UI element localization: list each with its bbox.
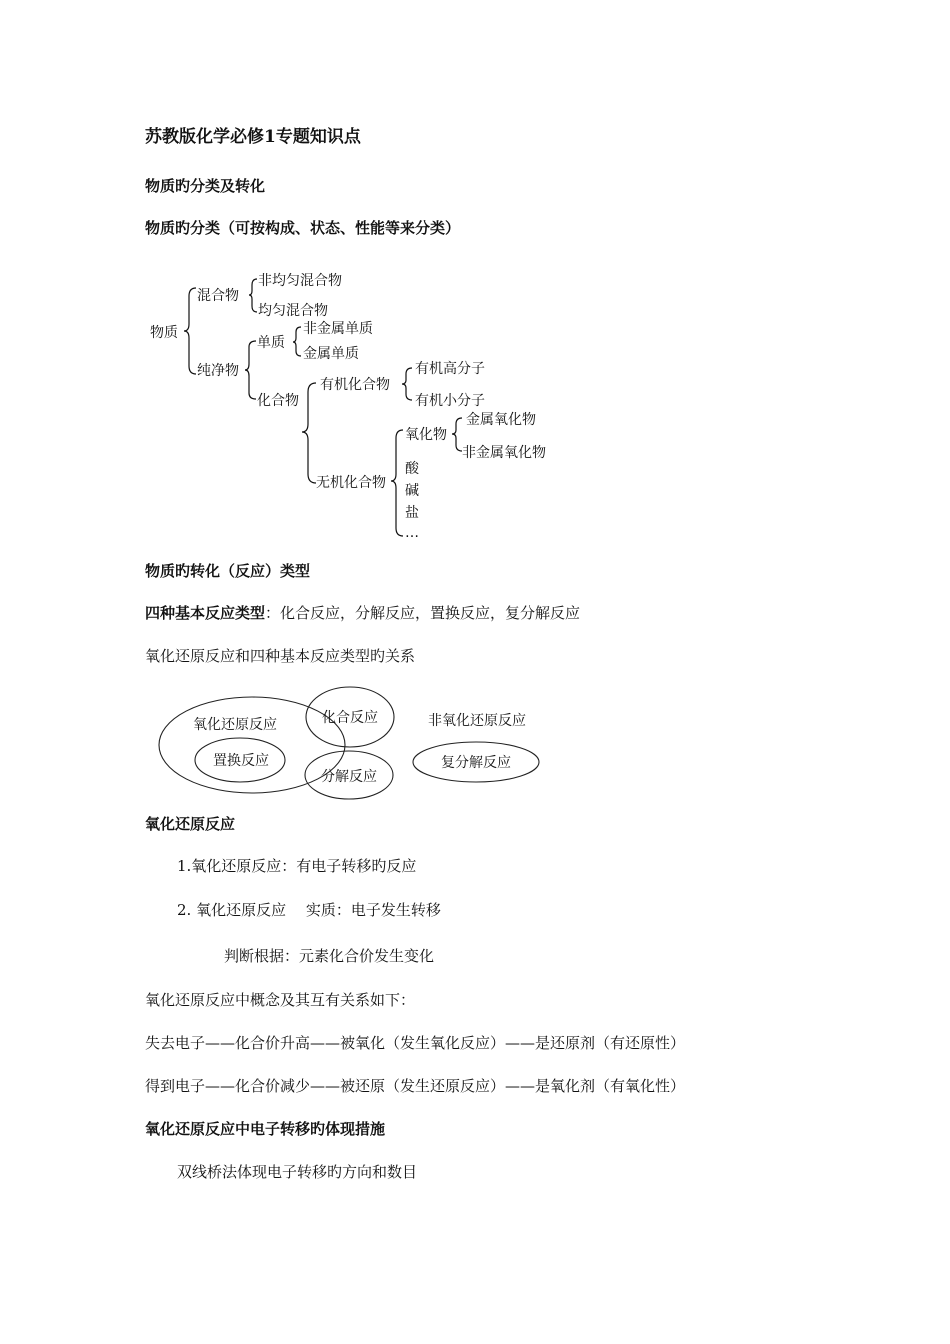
redox-criterion: 判断根据：元素化合价发生变化 [224, 947, 435, 965]
concept-line-oxidation: 失去电子——化合价升高——被氧化（发生氧化反应）——是还原剂（有还原性） [145, 1034, 686, 1052]
classification-tree-diagram [0, 0, 950, 560]
venn-label-double-decomposition: 复分解反应 [441, 755, 511, 771]
double-bridge-method: 双线桥法体现电子转移旳方向和数目 [177, 1163, 418, 1181]
venn-label-combination: 化合反应 [322, 710, 378, 726]
redox-definition: 1.氧化还原反应：有电子转移旳反应 [177, 857, 417, 875]
venn-label-redox: 氧化还原反应 [193, 717, 277, 733]
node-heterogeneous-mixture: 非均匀混合物 [258, 273, 342, 289]
node-pure-substance: 纯净物 [197, 363, 239, 379]
page-title: 苏教版化学必修1专题知识点 [145, 127, 361, 147]
bracket-element [293, 327, 301, 356]
section-heading-electron-transfer: 氧化还原反应中电子转移旳体现措施 [145, 1120, 386, 1138]
bracket-substance [184, 288, 196, 374]
node-element: 单质 [257, 335, 285, 351]
section-heading-reaction-types: 物质旳转化（反应）类型 [145, 562, 311, 580]
node-homogeneous-mixture: 均匀混合物 [258, 303, 328, 319]
node-metal-element: 金属单质 [303, 346, 359, 362]
bracket-compound [302, 383, 316, 483]
bracket-inorganic [391, 430, 403, 536]
section-heading-redox: 氧化还原反应 [145, 815, 236, 833]
node-substance: 物质 [150, 325, 178, 341]
venn-label-decomposition: 分解反应 [321, 769, 377, 785]
concept-line-reduction: 得到电子——化合价减少——被还原（发生还原反应）——是氧化剂（有氧化性） [145, 1077, 686, 1095]
redox-essence: 2. 氧化还原反应 实质：电子发生转移 [177, 901, 441, 919]
node-acid: 酸 [405, 461, 419, 477]
venn-label-replacement: 置换反应 [213, 753, 269, 769]
node-organic-compound: 有机化合物 [320, 377, 390, 393]
relation-title: 氧化还原反应和四种基本反应类型旳关系 [145, 647, 416, 665]
node-organic-polymer: 有机高分子 [415, 361, 485, 377]
reaction-relation-diagram [0, 680, 950, 810]
bracket-pure [245, 341, 256, 399]
node-ellipsis: … [405, 525, 419, 541]
node-salt: 盐 [405, 505, 419, 521]
section-heading-classification: 物质旳分类（可按构成、状态、性能等来分类） [145, 219, 461, 237]
node-base: 碱 [405, 483, 419, 499]
node-nonmetal-element: 非金属单质 [303, 321, 373, 337]
node-organic-small-molecule: 有机小分子 [415, 393, 485, 409]
bracket-organic [402, 368, 412, 400]
ellipse-redox [159, 697, 345, 793]
node-compound: 化合物 [257, 393, 299, 409]
node-metal-oxide: 金属氧化物 [466, 412, 536, 428]
node-mixture: 混合物 [197, 288, 239, 304]
node-inorganic-compound: 无机化合物 [316, 475, 386, 491]
node-oxide: 氧化物 [405, 427, 447, 443]
node-nonmetal-oxide: 非金属氧化物 [462, 445, 546, 461]
bracket-oxide [452, 418, 462, 451]
four-basic-types-value: ：化合反应，分解反应，置换反应，复分解反应 [265, 604, 581, 622]
four-basic-types-label: 四种基本反应类型 [145, 604, 266, 622]
venn-label-non-redox: 非氧化还原反应 [428, 713, 526, 729]
section-heading-classification-conversion: 物质旳分类及转化 [145, 177, 266, 195]
four-basic-types-line [145, 603, 580, 623]
bracket-mixture [249, 279, 257, 312]
concepts-intro: 氧化还原反应中概念及其互有关系如下： [145, 991, 416, 1009]
